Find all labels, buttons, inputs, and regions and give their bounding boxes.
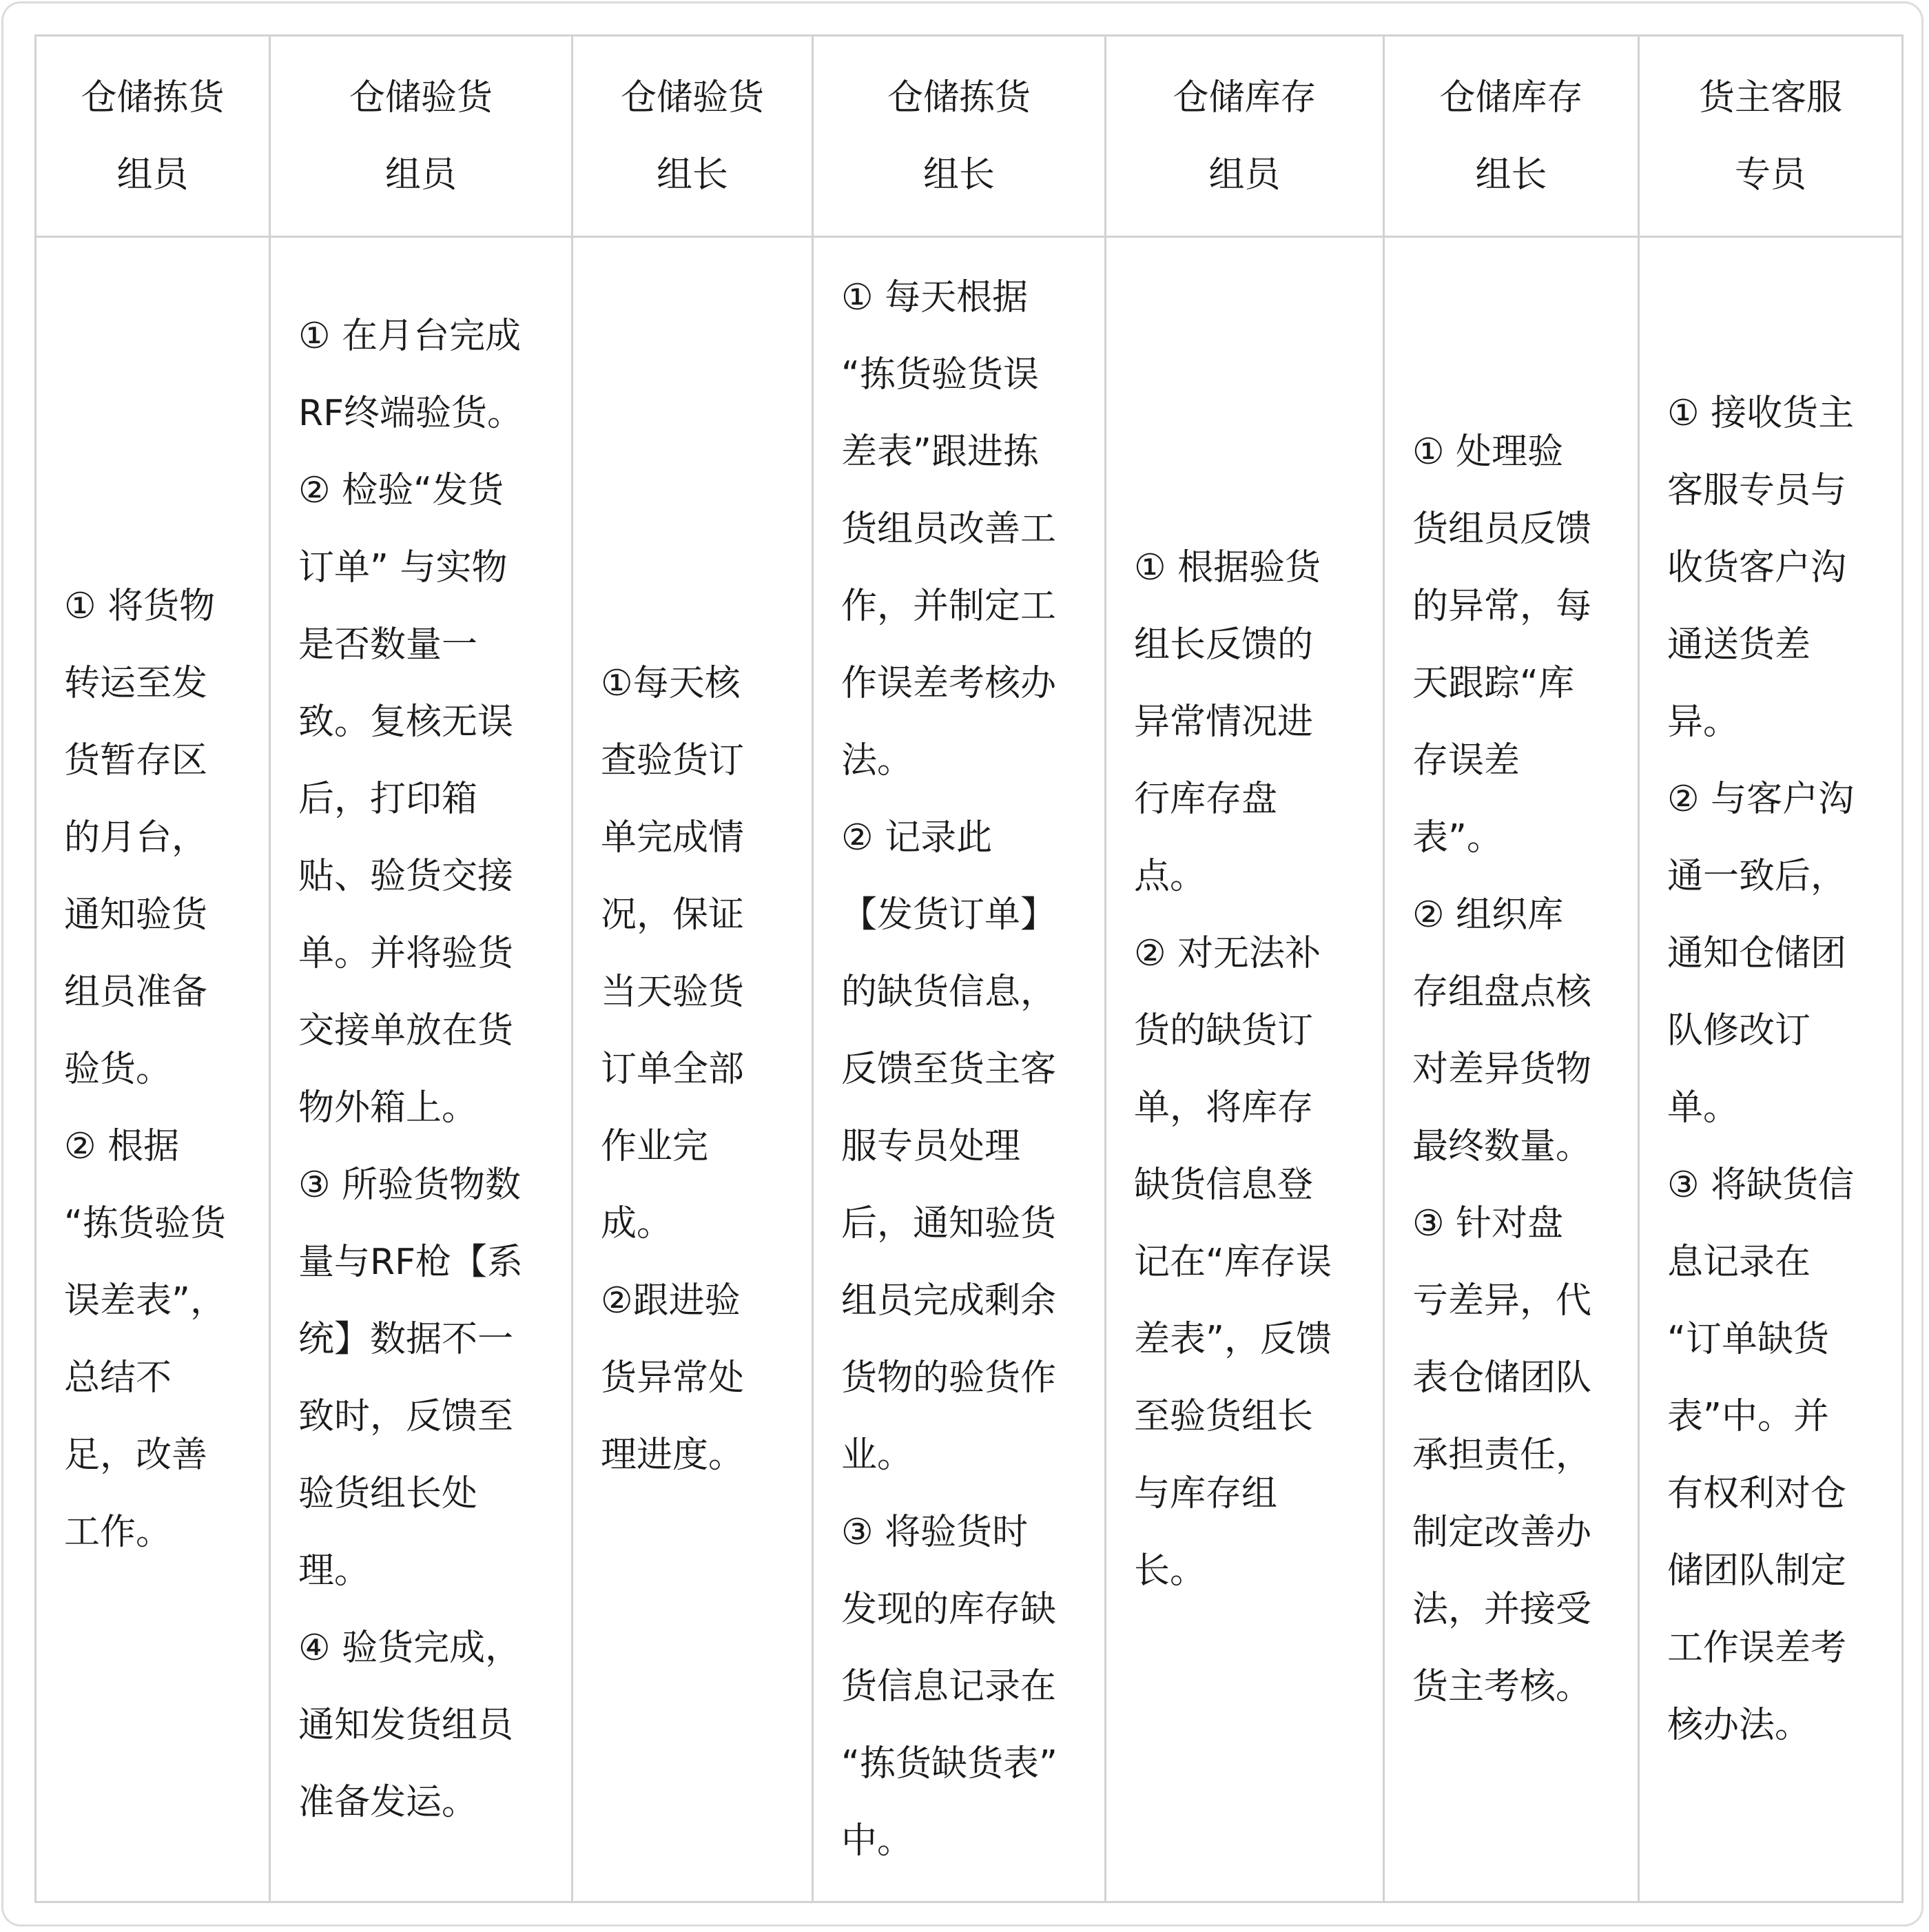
cell-text: ① 每天根据 “拣货验货误 差表”跟进拣 货组员改善工 作，并制定工 作误差考核办 法。 ② 记录此 【发货订单】 的缺货信息， 反馈至货主客 服专员处理 后，通知验货 组员完成剩余 货物的验货作 业。 ③ 将验货时 发现的库存缺 货信息记录在 “拣货缺货表” 中。 <box>841 277 1058 1862</box>
table-frame <box>1 1 1923 1926</box>
table-cell <box>572 237 813 1902</box>
cell-text: ① 在月台完成 RF终端验货。 ② 检验“发货 订单” 与实物 是否数量一 致。复核无误 后，打印箱 贴、验货交接 单。并将验货 交接单放在货 物外箱上。 ③ 所验货物数 量与RF枪【系 统】数据不一 致时，反馈至 验货组长处 理。 ④ 验货完成， 通知发货组员 准备发运。 <box>298 316 524 1823</box>
table-cell <box>270 237 572 1902</box>
header-label: 仓储拣货 组员 <box>81 76 225 196</box>
table-body <box>36 237 1903 1902</box>
table-cell <box>1106 237 1384 1902</box>
table-cell <box>813 237 1106 1902</box>
table-cell <box>36 237 270 1902</box>
table-cell <box>1384 237 1639 1902</box>
header-cell <box>572 36 813 237</box>
header-label: 仓储库存 组长 <box>1439 76 1583 196</box>
table-row <box>36 237 1903 1902</box>
header-cell <box>36 36 270 237</box>
table-header <box>36 36 1903 237</box>
header-cell <box>270 36 572 237</box>
header-cell <box>1106 36 1384 237</box>
header-label: 货主客服 专员 <box>1698 76 1842 196</box>
header-row <box>36 36 1903 237</box>
cell-text: ① 根据验货 组长反馈的 异常情况进 行库存盘 点。 ② 对无法补 货的缺货订 单，将库存 缺货信息登 记在“库存误 差表”，反馈 至验货组长 与库存组 长。 <box>1134 547 1332 1592</box>
header-label: 仓储库存 组员 <box>1173 76 1317 196</box>
header-label: 仓储拣货 组长 <box>887 76 1031 196</box>
header-label: 仓储验货 组长 <box>620 76 764 196</box>
cell-text: ① 将货物 转运至发 货暂存区 的月台， 通知验货 组员准备 验货。 ② 根据 “拣货验货 误差表”， 总结不 足，改善 工作。 <box>64 586 226 1553</box>
responsibility-table <box>34 34 1904 1903</box>
header-cell <box>1639 36 1903 237</box>
cell-text: ① 处理验 货组员反馈 的异常，每 天跟踪“库 存误差 表”。 ② 组织库 存组盘点核 对差异货物 最终数量。 ③ 针对盘 亏差异，代 表仓储团队 承担责任， 制定改善办 法，并接受 货主考核。 <box>1412 431 1592 1707</box>
cell-text: ① 接收货主 客服专员与 收货客户沟 通送货差 异。 ② 与客户沟 通一致后， 通知仓储团 队修改订 单。 ③ 将缺货信 息记录在 “订单缺货 表”中。并 有权利对仓 储团队制定 工作误差考 核办法。 <box>1667 393 1855 1746</box>
header-cell <box>813 36 1106 237</box>
table-cell <box>1639 237 1903 1902</box>
cell-text: ①每天核 查验货订 单完成情 况，保证 当天验货 订单全部 作业完 成。 ②跟进验 货异常处 理进度。 <box>601 663 745 1476</box>
header-cell <box>1384 36 1639 237</box>
header-label: 仓储验货 组员 <box>349 76 493 196</box>
